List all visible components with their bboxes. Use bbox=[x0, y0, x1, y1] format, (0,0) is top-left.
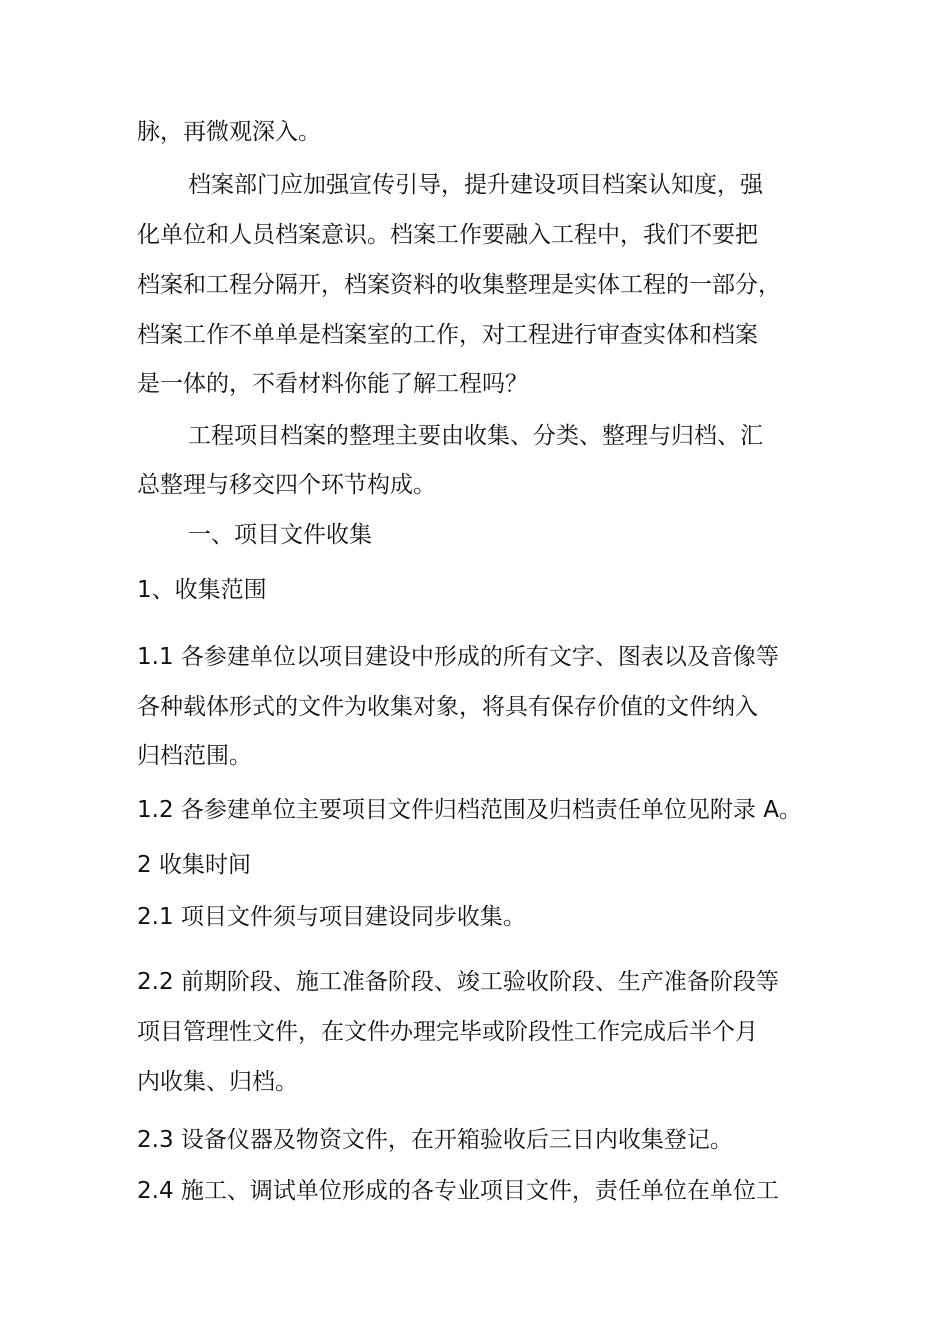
subsection-heading-collection-scope: 1、收集范围 bbox=[137, 577, 267, 603]
clause-line: 归档范围。 bbox=[137, 743, 252, 769]
clause-line: 各种载体形式的文件为收集对象，将具有保存价值的文件纳入 bbox=[137, 694, 758, 720]
paragraph-line: 总整理与移交四个环节构成。 bbox=[137, 472, 436, 498]
clause-2-1: 2.1 项目文件须与项目建设同步收集。 bbox=[137, 904, 526, 930]
clause-line: 项目管理性文件，在文件办理完毕或阶段性工作完成后半个月 bbox=[137, 1019, 758, 1045]
paragraph-archive-publicity: 档案部门应加强宣传引导，提升建设项目档案认知度，强 bbox=[188, 172, 763, 198]
section-heading-file-collection: 一、项目文件收集 bbox=[188, 522, 372, 548]
clause-line: 内收集、归档。 bbox=[137, 1069, 298, 1095]
clause-2-4: 2.4 施工、调试单位形成的各专业项目文件，责任单位在单位工 bbox=[137, 1178, 779, 1204]
clause-2-2: 2.2 前期阶段、施工准备阶段、竣工验收阶段、生产准备阶段等 bbox=[137, 969, 779, 995]
paragraph-line: 档案和工程分隔开，档案资料的收集整理是实体工程的一部分， bbox=[137, 272, 781, 298]
paragraph-archive-process: 工程项目档案的整理主要由收集、分类、整理与归档、汇 bbox=[188, 423, 763, 449]
text-line-continuation: 脉，再微观深入。 bbox=[137, 119, 321, 145]
paragraph-line: 化单位和人员档案意识。档案工作要融入工程中，我们不要把 bbox=[137, 222, 758, 248]
clause-2-3: 2.3 设备仪器及物资文件，在开箱验收后三日内收集登记。 bbox=[137, 1127, 733, 1153]
clause-1-1: 1.1 各参建单位以项目建设中形成的所有文字、图表以及音像等 bbox=[137, 644, 779, 670]
paragraph-line: 档案工作不单单是档案室的工作，对工程进行审查实体和档案 bbox=[137, 322, 758, 348]
clause-1-2: 1.2 各参建单位主要项目文件归档范围及归档责任单位见附录 A。 bbox=[137, 797, 802, 823]
paragraph-line: 是一体的，不看材料你能了解工程吗？ bbox=[137, 371, 528, 397]
subsection-heading-collection-time: 2 收集时间 bbox=[137, 852, 251, 878]
